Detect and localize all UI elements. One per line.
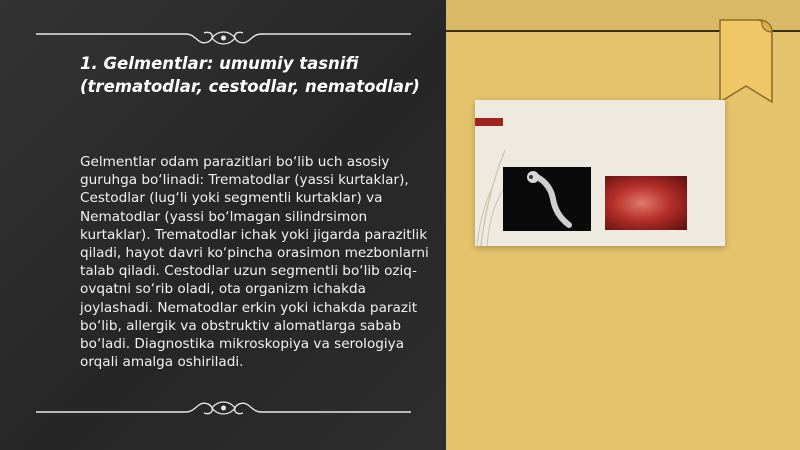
- bottom-ornament-divider: [36, 398, 411, 422]
- top-ornament-divider: [36, 28, 411, 52]
- thumbnail-tissue-image: [605, 176, 687, 230]
- slide-body-text: Gelmentlar odam parazitlari bo‘lib uch asosiy guruhga bo‘linadi: Trematodlar (yassi kurtaklar), Cestodlar (lug‘li yoki segmentli kurtaklar) va Nematodlar (yassi bo‘lmagan silindrsimon kurtaklar). Trematodlar ichak yoki jigarda parazitlik qiladi, hayot davri ko‘pincha orasimon mezbonlarni talab qiladi. Cestodlar uzun segmentli bo‘lib oziq-ovqatni so‘rib oladi, ota organizm ichakda joylashadi. Nematodlar erkin yoki ichakda parazit bo‘lib, allergik va obstruktiv alomatlarga sabab bo‘ladi. Diagnostika mikroskopiya va serologiya orqali amalga oshiriladi.: [80, 154, 429, 371]
- thumbnail-red-accent: [475, 118, 503, 126]
- worm-shape-icon: [503, 167, 591, 231]
- slide-title: 1. Gelmentlar: umumiy tasnifi (trematodlar, cestodlar, nematodlar): [80, 54, 420, 96]
- thumbnail-worm-image: [503, 167, 591, 231]
- bookmark-ribbon-icon: [718, 18, 774, 104]
- slide-thumbnail: [475, 100, 725, 246]
